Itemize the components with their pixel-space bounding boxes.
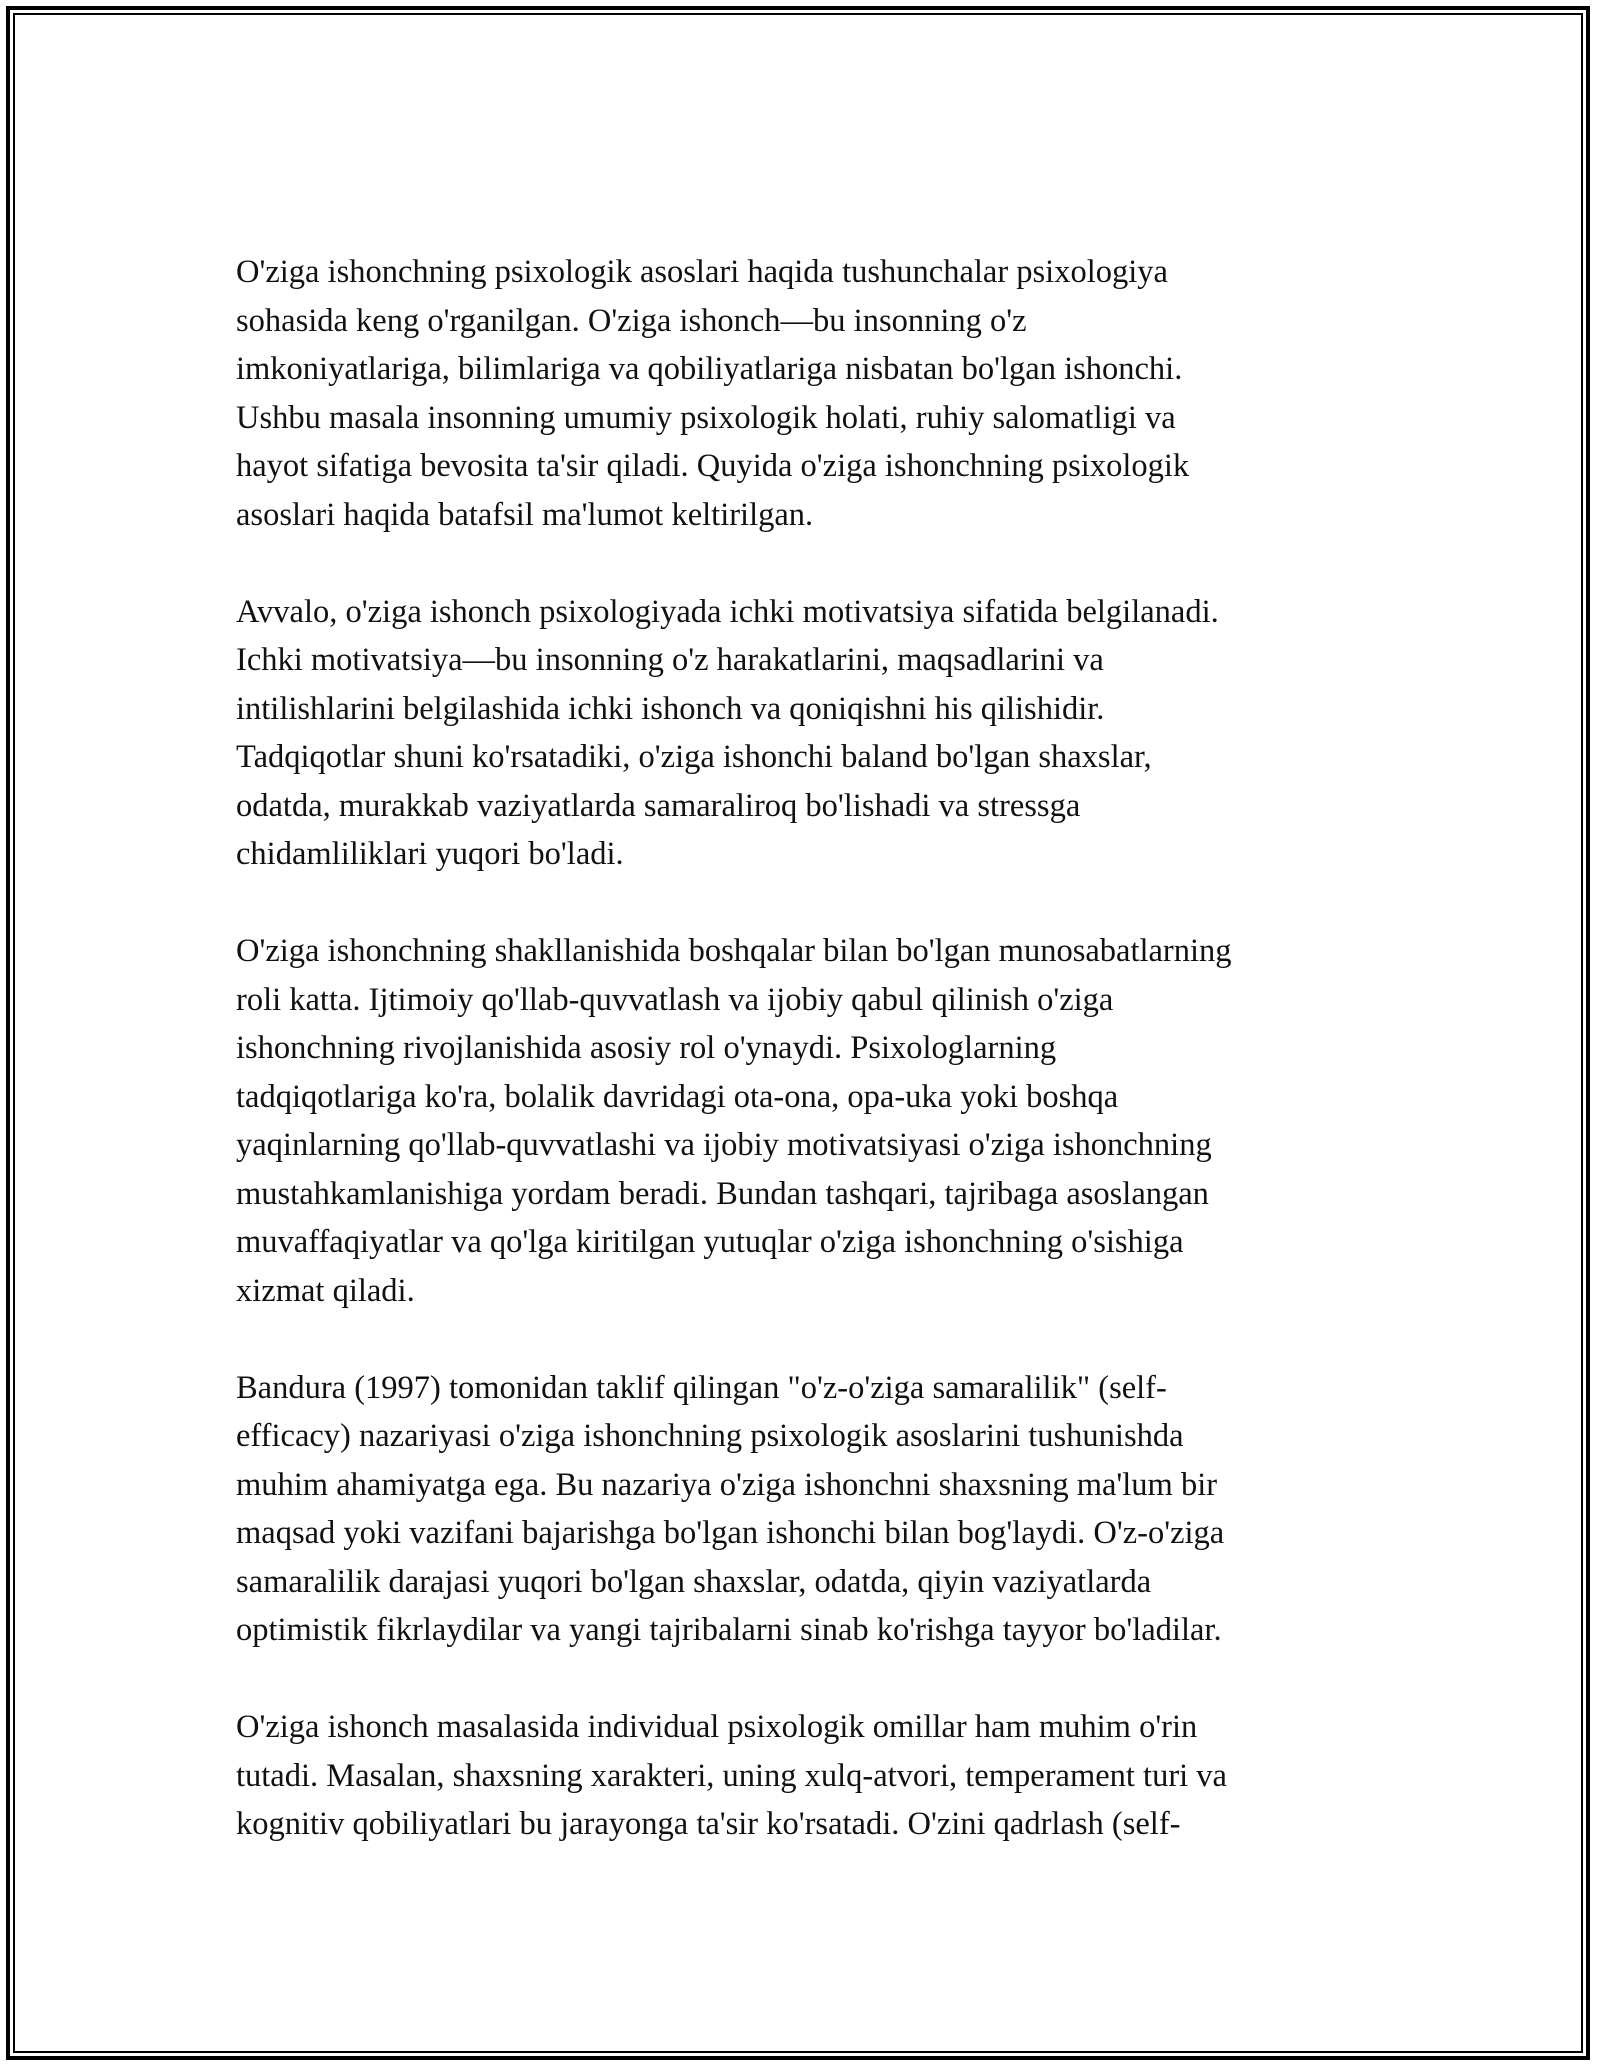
paragraph-line: O'ziga ishonchning psixologik asoslari haqida tushunchalar psixologiya — [236, 254, 1168, 290]
document-body — [236, 248, 1396, 1897]
paragraph-line: tadqiqotlariga ko'ra, bolalik davridagi ota-ona, opa-uka yoki boshqa — [236, 1078, 1119, 1115]
paragraph-2 — [236, 588, 1396, 879]
paragraph-line: asoslari haqida batafsil ma'lumot keltirilgan. — [236, 496, 814, 533]
paragraph-line: muvaffaqiyatlar va qo'lga kiritilgan yutuqlar o'ziga ishonchning o'sishiga — [236, 1224, 1184, 1260]
paragraph-1 — [236, 248, 1396, 539]
paragraph-line: hayot sifatiga bevosita ta'sir qiladi. Quyida o'ziga ishonchning psixologik — [236, 448, 1190, 484]
paragraph-line: tutadi. Masalan, shaxsning xarakteri, uning xulq-atvori, temperament turi va — [236, 1757, 1227, 1794]
paragraph-line: odatda, murakkab vaziyatlarda samaraliroq bo'lishadi va stressga — [236, 787, 1081, 824]
paragraph-line: roli katta. Ijtimoiy qo'llab-quvvatlash va ijobiy qabul qilinish o'ziga — [236, 981, 1114, 1018]
paragraph-line: Ichki motivatsiya—bu insonning o'z harakatlarini, maqsadlarini va — [236, 642, 1104, 678]
paragraph-5 — [236, 1703, 1396, 1849]
paragraph-line: chidamliliklari yuqori bo'ladi. — [236, 836, 624, 872]
paragraph-line: maqsad yoki vazifani bajarishga bo'lgan ishonchi bilan bog'laydi. O'z-o'ziga — [236, 1515, 1225, 1551]
paragraph-line: O'ziga ishonchning shakllanishida boshqalar bilan bo'lgan munosabatlarning — [236, 933, 1232, 969]
paragraph-line: sohasida keng o'rganilgan. O'ziga ishonch—bu insonning o'z — [236, 302, 1027, 339]
paragraph-line: O'ziga ishonch masalasida individual psixologik omillar ham muhim o'rin — [236, 1709, 1198, 1745]
paragraph-4 — [236, 1364, 1396, 1655]
paragraph-line: kognitiv qobiliyatlari bu jarayonga ta'sir ko'rsatadi. O'zini qadrlash (self- — [236, 1806, 1181, 1842]
paragraph-line: efficacy) nazariyasi o'ziga ishonchning psixologik asoslarini tushunishda — [236, 1418, 1184, 1454]
paragraph-line: mustahkamlanishiga yordam beradi. Bundan tashqari, tajribaga asoslangan — [236, 1175, 1209, 1212]
paragraph-line: Tadqiqotlar shuni ko'rsatadiki, o'ziga ishonchi baland bo'lgan shaxslar, — [236, 739, 1152, 775]
paragraph-line: yaqinlarning qo'llab-quvvatlashi va ijobiy motivatsiyasi o'ziga ishonchning — [236, 1127, 1212, 1163]
paragraph-line: samaralilik darajasi yuqori bo'lgan shaxslar, odatda, qiyin vaziyatlarda — [236, 1563, 1152, 1600]
paragraph-line: Bandura (1997) tomonidan taklif qilingan "o'z-o'ziga samaralilik" (self- — [236, 1369, 1167, 1406]
paragraph-line: imkoniyatlariga, bilimlariga va qobiliyatlariga nisbatan bo'lgan ishonchi. — [236, 351, 1183, 387]
paragraph-line: optimistik fikrlaydilar va yangi tajribalarni sinab ko'rishga tayyor bo'ladilar. — [236, 1612, 1222, 1648]
paragraph-3 — [236, 927, 1396, 1315]
paragraph-line: Avvalo, o'ziga ishonch psixologiyada ichki motivatsiya sifatida belgilanadi. — [236, 593, 1219, 630]
paragraph-line: Ushbu masala insonning umumiy psixologik holati, ruhiy salomatligi va — [236, 399, 1176, 436]
paragraph-line: xizmat qiladi. — [236, 1272, 415, 1309]
paragraph-line: muhim ahamiyatga ega. Bu nazariya o'ziga ishonchni shaxsning ma'lum bir — [236, 1466, 1218, 1503]
paragraph-line: ishonchning rivojlanishida asosiy rol o'ynaydi. Psixologlarning — [236, 1030, 1057, 1066]
paragraph-line: intilishlarini belgilashida ichki ishonch va qoniqishni his qilishidir. — [236, 690, 1105, 727]
